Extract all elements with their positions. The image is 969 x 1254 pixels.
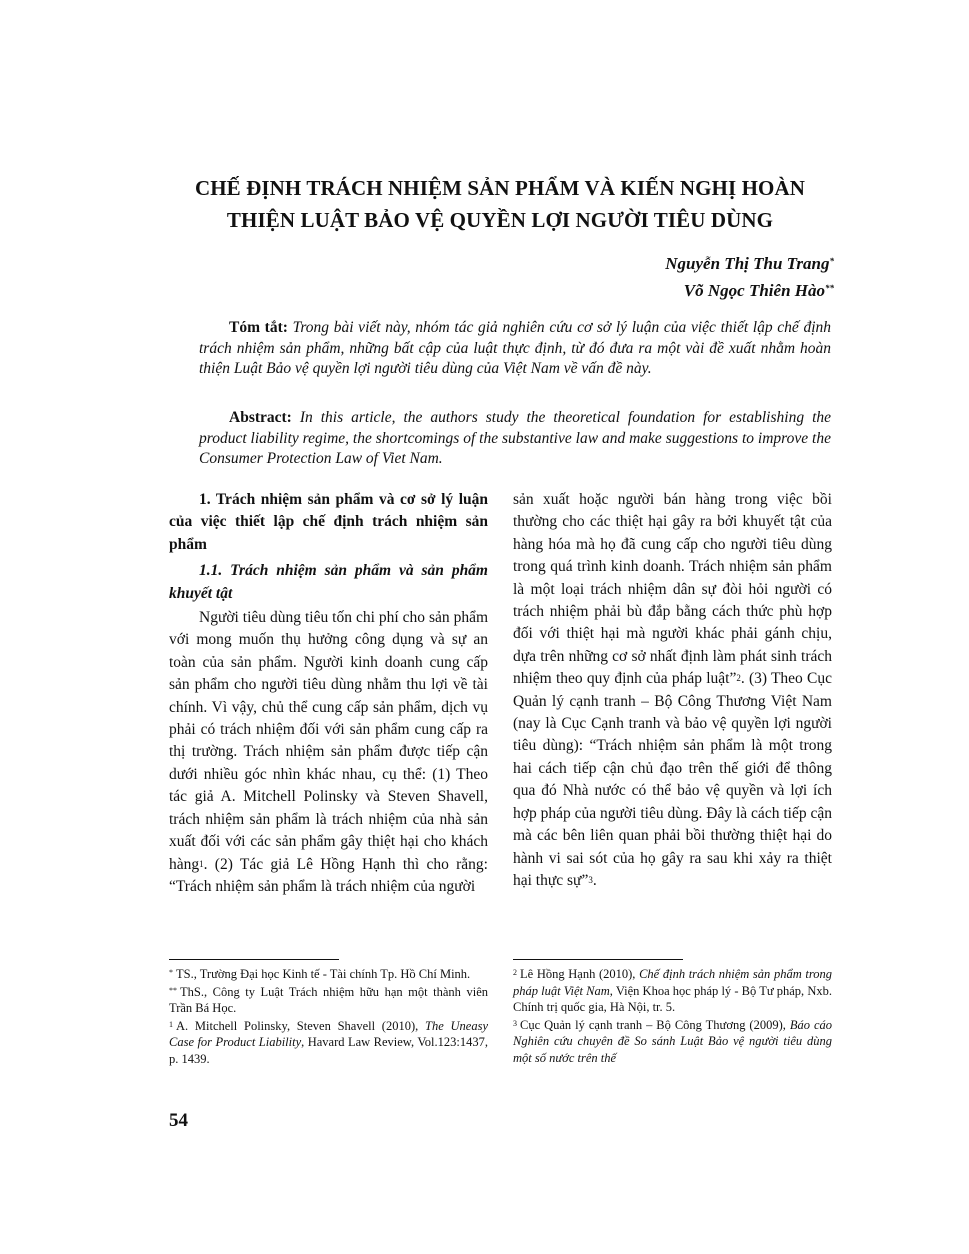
author-2	[434, 277, 834, 304]
body-paragraph-left	[169, 607, 488, 898]
footnote-work-title: Báo cáo Nghiên cứu chuyên đề So sánh Luật Bảo vệ người tiêu dùng một số nước trên thế	[513, 1017, 832, 1065]
page-number: 54	[169, 1110, 188, 1131]
abstract-en-text: In this article, the authors study the theoretical foundation for establishing the product liability regime, the shortcomings of the substantive law and make suggestions to improve the Consumer Protection Law of Viet Nam.	[199, 409, 832, 467]
body-text-right-a: sản xuất hoặc người bán hàng trong việc bồi thường cho các thiệt hại gây ra bởi khuyết tật của hàng hóa mà họ đã cung cấp cho người tiêu dùng trong quá trình kinh doanh. Trách nhiệm sản phẩm là một loại trách nhiệm dân sự đòi hỏi người có trách nhiệm phải bù đắp bằng cách thức phù hợp đối với thiệt hại mà người khác phải gánh chịu, dựa trên những cơ sở nhất định làm phát sinh trách nhiệm theo quy định của pháp luật”	[513, 491, 832, 688]
author-2-mark: **	[825, 283, 834, 293]
footnotes-left	[169, 966, 488, 1068]
footnote-text: ThS., Công ty Luật Trách nhiệm hữu hạn một thành viên Trần Bá Học.	[169, 984, 488, 1015]
footnote-3	[513, 1017, 832, 1067]
footnote-mark: 3	[513, 1018, 517, 1028]
footnote-work-title: Chế định trách nhiệm sản phẩm trong pháp luật Việt Nam	[513, 967, 832, 998]
author-1-name: Nguyễn Thị Thu Trang	[665, 254, 830, 273]
footnote-text: Cục Quản lý cạnh tranh – Bộ Công Thương (2009),	[520, 1017, 790, 1032]
article-title	[150, 172, 850, 236]
abstract-vi-label: Tóm tắt:	[229, 319, 288, 336]
footnote-divider-right	[513, 959, 683, 960]
footnote-1	[169, 1018, 488, 1068]
abstract-english	[199, 408, 831, 470]
footnote-text: , Havard Law Review, Vol.123:1437, p. 1439.	[169, 1035, 488, 1066]
footnote-mark: **	[169, 985, 177, 995]
footnote-text: A. Mitchell Polinsky, Steven Shavell (2010),	[176, 1018, 426, 1033]
footnote-ref-3[interactable]: 3	[588, 874, 593, 885]
author-list	[434, 250, 834, 304]
subsection-heading-1-1: 1.1. Trách nhiệm sản phẩm và sản phẩm khuyết tật	[169, 562, 488, 602]
body-text-left-b: . (2) Tác giả Lê Hồng Hạnh thì cho rằng: “Trách nhiệm sản phẩm là trách nhiệm của người	[169, 855, 488, 895]
title-line-1: CHẾ ĐỊNH TRÁCH NHIỆM SẢN PHẨM VÀ KIẾN NGHỊ HOÀN	[194, 176, 806, 200]
footnote-text: TS., Trường Đại học Kinh tế - Tài chính Tp. Hồ Chí Minh.	[176, 967, 471, 981]
body-column-right	[513, 489, 832, 892]
author-1-mark: *	[829, 256, 834, 266]
title-line-2: THIỆN LUẬT BẢO VỆ QUYỀN LỢI NGƯỜI TIÊU DÙNG	[226, 208, 774, 232]
section-heading-1: 1. Trách nhiệm sản phẩm và cơ sở lý luận của việc thiết lập chế định trách nhiệm sản phẩm	[169, 491, 488, 553]
abstract-vi-text: Trong bài viết này, nhóm tác giả nghiên cứu cơ sở lý luận của việc thiết lập chế định trách nhiệm sản phẩm, những bất cập của luật thực định, từ đó đưa ra một vài đề xuất nhằm hoàn thiện Luật Bảo vệ quyền lợi người tiêu dùng của Việt Nam về vấn đề này.	[199, 319, 831, 377]
footnote-mark: 2	[513, 968, 517, 977]
body-text-left-a: Người tiêu dùng tiêu tốn chi phí cho sản phẩm với mong muốn thụ hưởng công dụng và sự an toàn của sản phẩm. Người kinh doanh cung cấp sản phẩm cho người tiêu dùng nhằm thu lợi về tài chính. Vì vậy, chủ thể cung cấp sản phẩm, dịch vụ phải có trách nhiệm đối với sản phẩm cung cấp ra thị trường. Trách nhiệm sản phẩm được tiếp cận dưới nhiều góc nhìn khác nhau, cụ thể: (1) Theo tác giả A. Mitchell Polinsky và Steven Shavell, trách nhiệm sản phẩm là trách nhiệm của nhà sản xuất đối với các sản phẩm gây thiệt hại cho khách hàng	[169, 609, 488, 873]
footnote-mark: *	[169, 968, 173, 977]
footnote-author-2	[169, 984, 488, 1017]
footnote-text: , Viện Khoa học pháp lý - Bộ Tư pháp, Nxb. Chính trị quốc gia, Hà Nội, tr. 5.	[513, 983, 833, 1014]
abstract-vietnamese	[199, 318, 831, 380]
footnote-2	[513, 966, 832, 1016]
author-2-name: Võ Ngọc Thiên Hào	[683, 281, 825, 300]
footnote-ref-2[interactable]: 2	[736, 673, 741, 684]
footnotes-right	[513, 966, 832, 1067]
footnote-mark: 1	[169, 1019, 173, 1029]
footnote-work-title: The Uneasy Case for Product Liability	[169, 1018, 488, 1049]
footnote-text: Lê Hồng Hạnh (2010),	[520, 967, 640, 981]
body-column-left	[169, 489, 488, 898]
footnote-divider-left	[169, 959, 339, 960]
footnote-author-1	[169, 966, 488, 983]
body-text-right-b: . (3) Theo Cục Quản lý cạnh tranh – Bộ Công Thương Việt Nam (nay là Cục Cạnh tranh và bảo vệ quyền lợi người tiêu dùng): “Trách nhiệm sản phẩm là một trong hai cách tiếp cận chủ đạo trên thế giới để thông qua đó Nhà nước có thể bảo vệ quyền và lợi ích hợp pháp của người tiêu dùng. Đây là cách tiếp cận mà các bên liên quan phải bồi thường thiệt hại do hành vi sai sót của họ gây ra sau khi xảy ra thiệt hại thực sự”	[513, 670, 832, 889]
footnote-ref-1[interactable]: 1	[199, 858, 204, 869]
body-text-right-c: .	[592, 871, 597, 889]
abstract-en-label: Abstract:	[229, 409, 292, 426]
author-1	[434, 250, 834, 277]
body-paragraph-right	[513, 489, 832, 892]
